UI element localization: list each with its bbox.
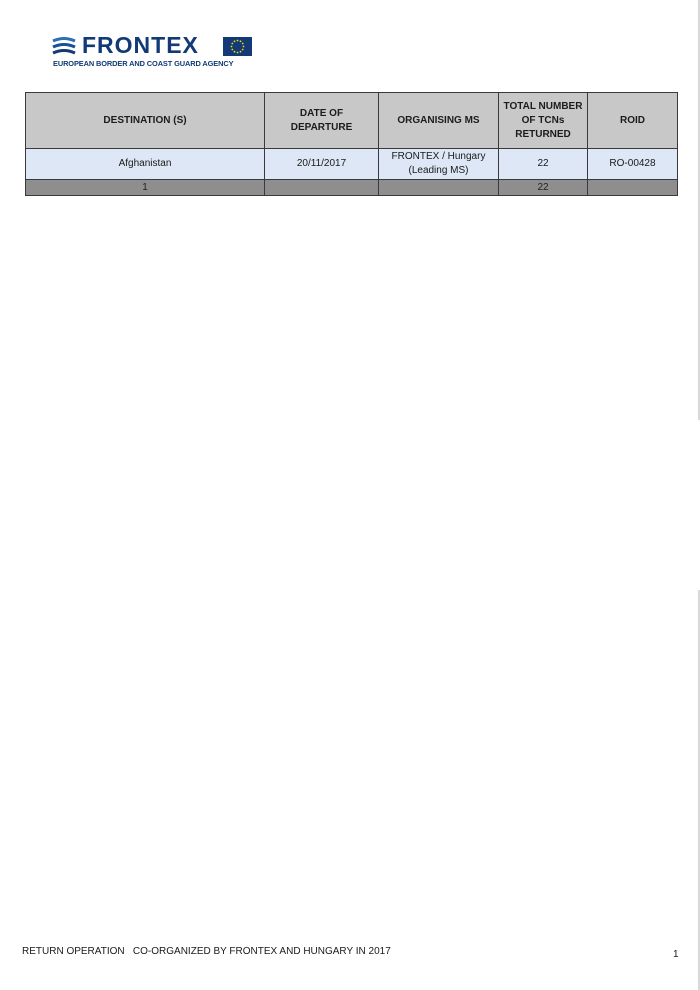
total-tcns: 22 <box>499 180 588 196</box>
header-organising-ms: ORGANISING MS <box>379 93 499 149</box>
waves-icon <box>52 37 76 57</box>
cell-date: 20/11/2017 <box>265 149 379 180</box>
header-total-tcns: TOTAL NUMBER OF TCNs RETURNED <box>499 93 588 149</box>
cell-total: 22 <box>499 149 588 180</box>
cell-destination: Afghanistan <box>26 149 265 180</box>
brand-name: FRONTEX <box>82 32 199 58</box>
total-destinations: 1 <box>26 180 265 196</box>
header-roid: ROID <box>588 93 678 149</box>
cell-organising: FRONTEX / Hungary (Leading MS) <box>379 149 499 180</box>
total-organising <box>379 180 499 196</box>
agency-subtitle: EUROPEAN BORDER AND COAST GUARD AGENCY <box>53 59 234 68</box>
page-footer: RETURN OPERATION CO-ORGANIZED BY FRONTEX AND HUNGARY IN 2017 <box>22 946 391 957</box>
table-header-row <box>26 93 678 149</box>
eu-flag-icon <box>223 37 252 56</box>
return-operations-table <box>25 92 678 196</box>
frontex-logo <box>52 32 262 71</box>
total-date <box>265 180 379 196</box>
header-date-of-departure: DATE OF DEPARTURE <box>265 93 379 149</box>
cell-roid: RO-00428 <box>588 149 678 180</box>
totals-row <box>26 180 678 196</box>
header-destination: DESTINATION (S) <box>26 93 265 149</box>
table-row <box>26 149 678 180</box>
total-roid <box>588 180 678 196</box>
page-number: 1 <box>673 949 679 960</box>
